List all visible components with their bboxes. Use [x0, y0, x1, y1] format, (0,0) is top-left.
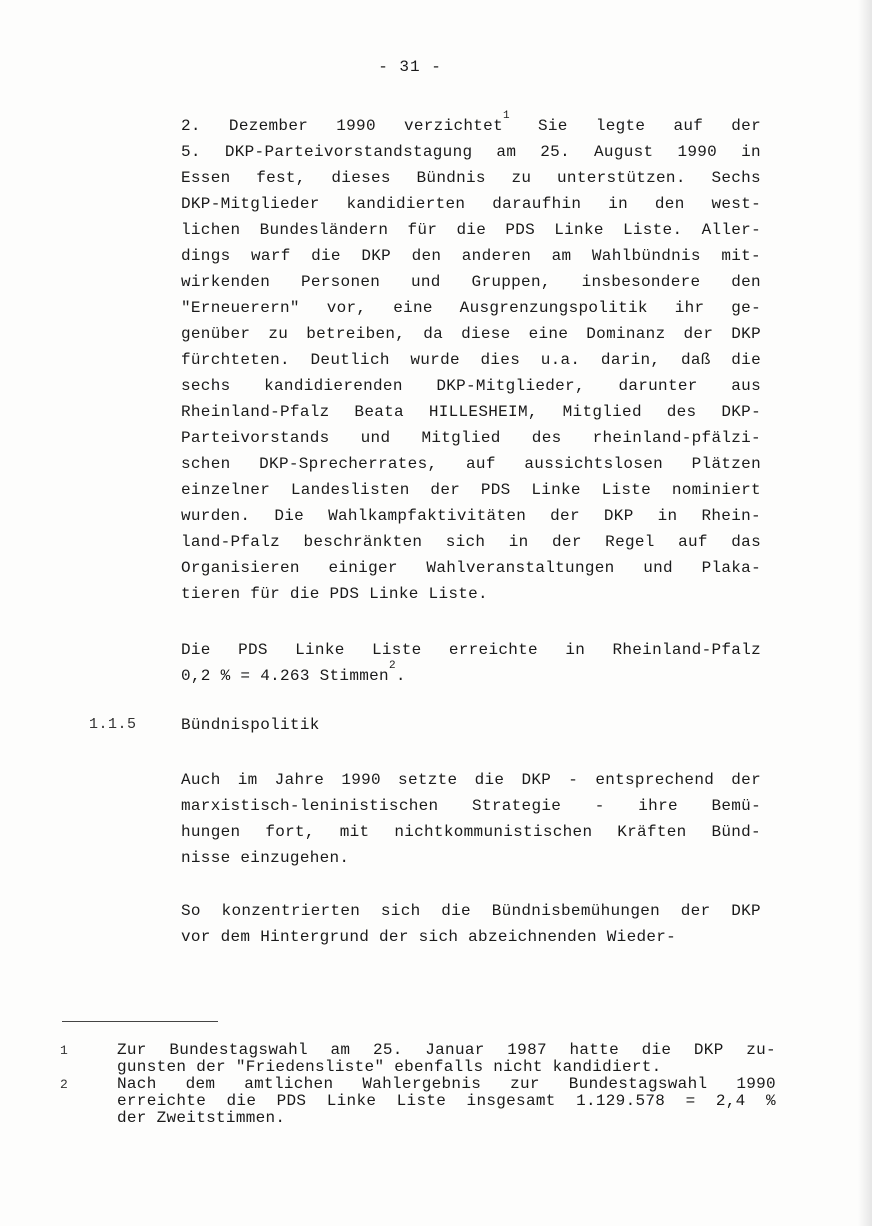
word: sechs [181, 377, 231, 395]
word: hungen [181, 823, 241, 841]
word: der [680, 902, 711, 920]
word: erreichte [117, 1092, 207, 1110]
footnote-2 [56, 1076, 776, 1127]
footnotes [56, 1042, 776, 1127]
word: Ausgrenzungspolitik [459, 299, 648, 317]
text-line [117, 1042, 776, 1059]
word: setzte [398, 771, 458, 789]
word: dings [181, 247, 231, 265]
word: Liste [371, 641, 422, 659]
text-line [181, 924, 761, 950]
word: 1990 [341, 771, 381, 789]
word: Wahlkampfaktivitäten [328, 507, 527, 525]
word: Regel [605, 533, 655, 551]
text-line [181, 373, 761, 399]
word: und [643, 559, 673, 577]
word: DKP [731, 325, 761, 343]
footnote-mark: 2 [60, 1077, 69, 1092]
word: in [565, 641, 586, 659]
word: Bundestagswahl [169, 1041, 308, 1059]
word: Mitglied [421, 429, 501, 447]
word: in [657, 507, 678, 525]
word: Dominanz [586, 325, 666, 343]
text-line [181, 191, 761, 217]
word: konzentrierten [221, 902, 361, 920]
word: Essen [181, 169, 231, 187]
word: der [550, 507, 580, 525]
text-line [181, 295, 761, 321]
word: verzichtet$^1$ [403, 110, 510, 135]
word: dieses [331, 169, 391, 187]
word: Nach [117, 1075, 157, 1093]
word: entsprechend [595, 771, 715, 789]
text-line [181, 139, 761, 165]
word: Rheinland-Pfalz [181, 403, 330, 421]
word: schen [181, 455, 231, 473]
page-edge-shadow [858, 0, 872, 1226]
word: Die [274, 507, 305, 525]
word: die [474, 771, 505, 789]
word: der [731, 771, 761, 789]
footnote-text [117, 1042, 776, 1076]
word: für [407, 221, 438, 239]
word: fort, [265, 823, 315, 841]
word: vor, [326, 299, 367, 317]
word: der [430, 481, 461, 499]
word: west- [711, 195, 761, 213]
word: 1990 [336, 117, 376, 135]
word: PDS [276, 1092, 307, 1110]
word: Die [181, 641, 211, 659]
word: eine [393, 299, 433, 317]
word: Bünd- [711, 823, 761, 841]
word: Organisieren [181, 559, 300, 577]
word: einzelner [181, 481, 271, 499]
word: zu [511, 169, 532, 187]
word: des [666, 403, 697, 421]
word: in [741, 143, 761, 161]
word: DKP-Sprecherrates, [259, 455, 438, 473]
word: unterstützen. [557, 169, 686, 187]
word: 2,4 [715, 1092, 746, 1110]
word: "Erneuerern" [181, 299, 300, 317]
word: HILLESHEIM, [428, 403, 538, 421]
word: die [641, 1041, 672, 1059]
text-line [181, 898, 761, 924]
footnote-1 [56, 1042, 776, 1076]
word: Aller- [701, 221, 761, 239]
word: Januar [425, 1041, 485, 1059]
word: den [411, 247, 442, 265]
word: zur [510, 1075, 540, 1093]
word: vor dem Hintergrund der sich abzeichnenden Wieder- [181, 928, 677, 946]
text-line [181, 399, 761, 425]
word: diese [461, 325, 511, 343]
word: Sie [538, 117, 568, 135]
word: So [181, 902, 201, 920]
word: nominiert [671, 481, 761, 499]
word: dies [480, 351, 521, 369]
word: zu- [746, 1041, 776, 1059]
word: Liste [601, 481, 652, 499]
text-line [181, 555, 761, 581]
word: im [237, 771, 258, 789]
word: Bundesländern [259, 221, 389, 239]
word: den [731, 273, 761, 291]
text-line [117, 1093, 776, 1110]
word: - [594, 797, 605, 815]
text-line [181, 845, 761, 871]
word: % [765, 1092, 776, 1110]
text-line [181, 347, 761, 373]
word: PDS [238, 641, 268, 659]
word: DKP [361, 247, 392, 265]
word: 5. [181, 143, 201, 161]
text-line [181, 321, 761, 347]
word: Personen [300, 273, 381, 291]
word: eine [528, 325, 569, 343]
word: Parteivorstands [181, 429, 330, 447]
word: 1.129.578 [576, 1092, 666, 1110]
word: da [423, 325, 444, 343]
word: rheinland-pfälzi- [592, 429, 761, 447]
word: Linke [531, 481, 581, 499]
word: ge- [731, 299, 761, 317]
paragraph-3 [181, 767, 761, 871]
word: die [441, 902, 471, 920]
word: des [531, 429, 562, 447]
word: aus [731, 377, 761, 395]
word: Strategie [472, 797, 562, 815]
word: Jahre [274, 771, 325, 789]
footnote-mark: 1 [60, 1043, 69, 1058]
word: genüber [181, 325, 251, 343]
word: aussichtslosen [524, 455, 664, 473]
word: den [654, 195, 685, 213]
word: Liste. [622, 221, 683, 239]
text-line [181, 637, 761, 663]
word: daß [680, 351, 711, 369]
text-line [181, 503, 761, 529]
text-line [181, 110, 761, 139]
word: und [360, 429, 391, 447]
word: DKP-Mitglieder, [436, 377, 585, 395]
word: insgesamt [466, 1092, 556, 1110]
word: 1987 [507, 1041, 547, 1059]
word: DKP-Parteivorstandstagung [224, 143, 473, 161]
word: DKP [693, 1041, 724, 1059]
word: PDS [480, 481, 511, 499]
word: Deutlich [310, 351, 390, 369]
word: Plaka- [701, 559, 761, 577]
word: die [456, 221, 487, 239]
word: insbesondere [581, 273, 701, 291]
word: darunter [618, 377, 698, 395]
word: Kräften [617, 823, 687, 841]
word: 1990 [736, 1075, 776, 1093]
word: das [731, 533, 761, 551]
word: DKP-Mitglieder [181, 195, 320, 213]
word: nisse einzugehen. [181, 849, 350, 867]
word: dem [185, 1075, 216, 1093]
word: 0,2 % = 4.263 Stimmen$^2$. [181, 660, 406, 685]
word: Wahlbündnis [591, 247, 701, 265]
word: der [683, 325, 714, 343]
word: Mitglied [562, 403, 642, 421]
text-line [181, 451, 761, 477]
word: anderen [461, 247, 532, 265]
word: wurde [410, 351, 460, 369]
word: land-Pfalz [181, 533, 281, 551]
word: PDS [505, 221, 536, 239]
word: = [685, 1092, 696, 1110]
text-line [181, 819, 761, 845]
word: marxistisch-leninistischen [181, 797, 439, 815]
word: Bemü- [711, 797, 761, 815]
word: 25. [372, 1041, 403, 1059]
word: kandidierenden [264, 377, 403, 395]
word: die [226, 1092, 257, 1110]
word: ihr [674, 299, 705, 317]
word: zu [268, 325, 289, 343]
word: DKP [603, 507, 634, 525]
word: mit- [721, 247, 761, 265]
word: fürchteten. [181, 351, 290, 369]
word: erreichte [448, 641, 538, 659]
text-line [117, 1076, 776, 1093]
word: lichen [181, 221, 241, 239]
word: Wahlergebnis [362, 1075, 482, 1093]
word: auf [678, 533, 708, 551]
text-line [181, 793, 761, 819]
word: legte [595, 117, 646, 135]
footnote-separator [62, 1021, 218, 1022]
paragraph-1 [181, 110, 761, 607]
footnote-text [117, 1076, 776, 1127]
word: nichtkommunistischen [394, 823, 593, 841]
text-line [181, 581, 761, 607]
paragraph-4 [181, 898, 761, 950]
word: u.a. [540, 351, 581, 369]
word: Landeslisten [290, 481, 410, 499]
word: amtlichen [244, 1075, 334, 1093]
text-line [181, 269, 761, 295]
word: 2. [181, 117, 201, 135]
word: am [330, 1041, 351, 1059]
word: wurden. [181, 507, 251, 525]
text-line [181, 243, 761, 269]
word: - [568, 771, 579, 789]
word: am [496, 143, 517, 161]
text-line [181, 425, 761, 451]
word: 1990 [677, 143, 718, 161]
word: der Zweitstimmen. [117, 1109, 286, 1127]
word: Bündnisbemühungen [491, 902, 661, 920]
text-line [181, 165, 761, 191]
text-line [181, 217, 761, 243]
word: ihre [638, 797, 678, 815]
word: am [551, 247, 572, 265]
word: Rheinland-Pfalz [612, 641, 761, 659]
word: Gruppen, [471, 273, 551, 291]
word: August [594, 143, 654, 161]
word: Bündnis [416, 169, 486, 187]
text-line [117, 1059, 776, 1076]
word: die [311, 247, 341, 265]
footnote-reference: 1 [502, 110, 510, 122]
word: kandidierten [346, 195, 466, 213]
word: Linke [554, 221, 604, 239]
word: darin, [600, 351, 661, 369]
word: Liste [396, 1092, 447, 1110]
word: Zur [117, 1041, 147, 1059]
word: Rhein- [701, 507, 761, 525]
text-line [181, 477, 761, 503]
page-number: - 31 - [378, 58, 442, 76]
word: tieren für die PDS Linke Liste. [181, 585, 488, 603]
word: Linke [295, 641, 345, 659]
word: Beata [354, 403, 404, 421]
footnote-reference: 2 [388, 660, 396, 672]
word: 25. [540, 143, 570, 161]
paragraph-2 [181, 637, 761, 689]
word: in [608, 195, 629, 213]
word: Bundestagswahl [568, 1075, 708, 1093]
text-line [181, 529, 761, 555]
text-line [181, 660, 761, 689]
word: gunsten der "Friedensliste" ebenfalls nicht kandidiert. [117, 1058, 662, 1076]
word: DKP [731, 902, 761, 920]
word: in [508, 533, 529, 551]
text-line [181, 767, 761, 793]
word: und [411, 273, 441, 291]
word: mit [339, 823, 370, 841]
word: auf [673, 117, 704, 135]
word: sich [445, 533, 486, 551]
word: beschränkten [303, 533, 423, 551]
word: Wahlveranstaltungen [426, 559, 615, 577]
word: der [731, 117, 761, 135]
word: fest, [256, 169, 306, 187]
word: Auch [181, 771, 221, 789]
word: hatte [569, 1041, 619, 1059]
word: warf [251, 247, 291, 265]
word: sich [380, 902, 421, 920]
word: Sechs [711, 169, 761, 187]
word: einiger [328, 559, 398, 577]
word: Plätzen [691, 455, 761, 473]
word: der [552, 533, 582, 551]
word: Linke [326, 1092, 377, 1110]
section-title: Bündnispolitik [181, 716, 320, 734]
word: Dezember [228, 117, 309, 135]
word: auf [466, 455, 496, 473]
word: die [731, 351, 761, 369]
word: daraufhin [492, 195, 582, 213]
text-line [117, 1110, 776, 1127]
word: betreiben, [306, 325, 406, 343]
section-number: 1.1.5 [89, 716, 137, 733]
word: DKP- [721, 403, 761, 421]
word: DKP [521, 771, 552, 789]
word: wirkenden [181, 273, 271, 291]
